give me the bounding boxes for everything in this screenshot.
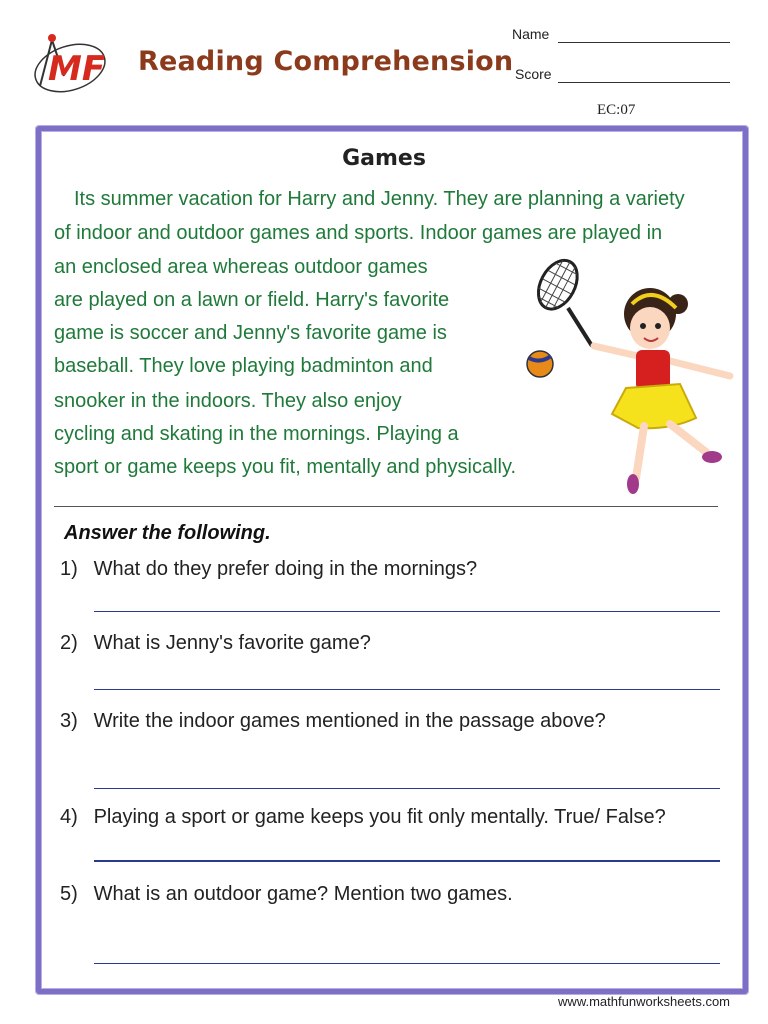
passage-line: are played on a lawn or field. Harry's favorite [54, 289, 450, 311]
passage-line: sport or game keeps you fit, mentally and physically. [54, 456, 517, 478]
passage-line: Its summer vacation for Harry and Jenny. They are planning a variety [74, 188, 685, 210]
question-text: What is an outdoor game? Mention two games. [93, 883, 513, 905]
question-text: What is Jenny's favorite game? [93, 632, 371, 654]
passage-divider [54, 506, 718, 507]
answer-line-1[interactable] [94, 611, 720, 612]
answer-line-3[interactable] [94, 788, 720, 789]
worksheet-code: EC:07 [597, 102, 636, 118]
score-field[interactable] [558, 82, 730, 83]
question-1 [60, 558, 477, 581]
question-2 [60, 632, 371, 655]
answer-line-2[interactable] [94, 689, 720, 690]
instructions-heading: Answer the following. [64, 522, 271, 544]
passage-line: an enclosed area whereas outdoor games [54, 256, 428, 278]
score-label: Score [515, 66, 552, 82]
question-3 [60, 710, 606, 733]
question-5 [60, 883, 513, 906]
mf-logo-icon [30, 28, 110, 100]
worksheet-title: Reading Comprehension [138, 46, 514, 77]
question-number: 2) [60, 632, 78, 654]
passage-line: cycling and skating in the mornings. Playing a [54, 423, 459, 445]
question-text: Write the indoor games mentioned in the passage above? [93, 710, 606, 732]
passage-line: baseball. They love playing badminton and [54, 355, 433, 377]
worksheet-header [0, 0, 768, 125]
question-number: 3) [60, 710, 78, 732]
name-label: Name [512, 26, 550, 42]
question-text: What do they prefer doing in the mornings? [93, 558, 478, 580]
passage-line: snooker in the indoors. They also enjoy [54, 390, 402, 412]
answer-line-4[interactable] [94, 860, 720, 862]
question-number: 4) [60, 806, 78, 828]
website-link[interactable]: www.mathfunworksheets.com [558, 994, 730, 1009]
svg-text:MF: MF [48, 49, 106, 89]
question-text: Playing a sport or game keeps you fit only mentally. True/ False? [93, 806, 666, 828]
question-4 [60, 806, 666, 829]
passage-line: of indoor and outdoor games and sports. Indoor games are played in [54, 222, 663, 244]
question-number: 1) [60, 558, 78, 580]
passage-line: game is soccer and Jenny's favorite game is [54, 322, 447, 344]
name-field[interactable] [558, 42, 730, 43]
story-title: Games [342, 146, 426, 171]
question-number: 5) [60, 883, 78, 905]
answer-line-5[interactable] [94, 963, 720, 964]
girl-playing-tennis-icon [520, 252, 745, 502]
